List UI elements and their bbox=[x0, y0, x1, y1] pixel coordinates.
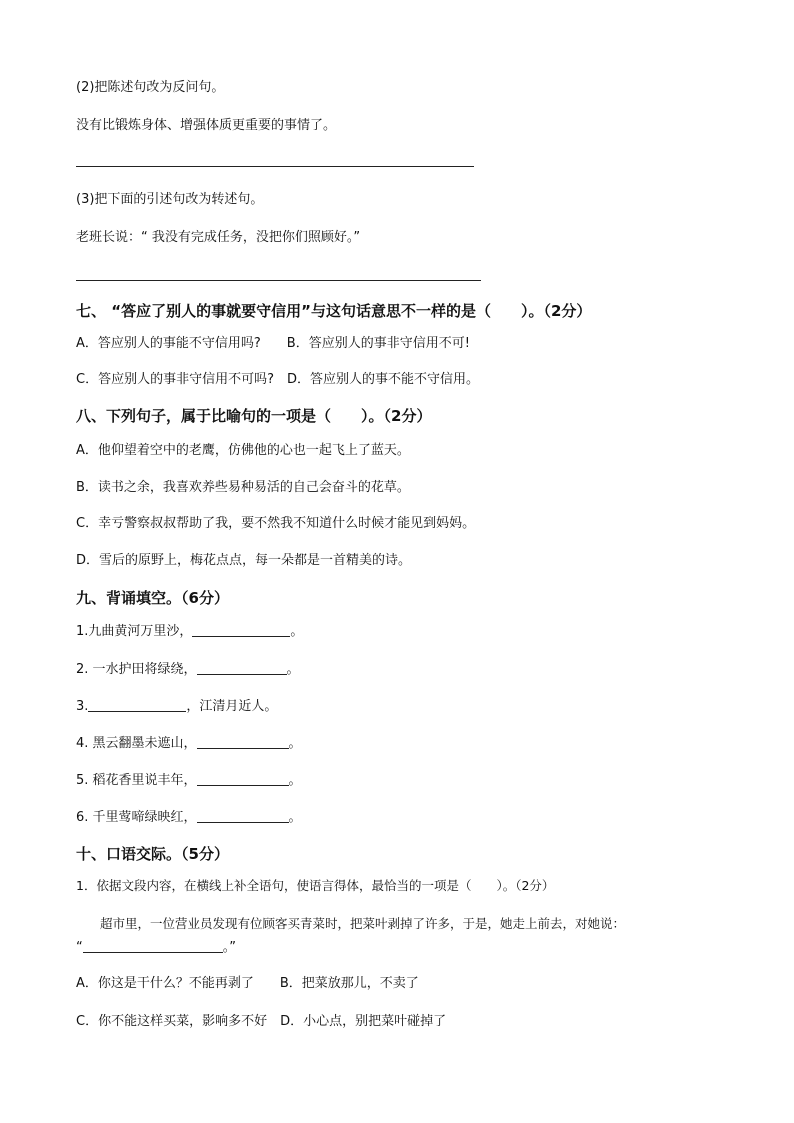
section-7-heading: 七、 “答应了别人的事就要守信用”与这句话意思不一样的是（ ）。（2分） bbox=[76, 302, 592, 320]
q2-answer-line[interactable] bbox=[76, 166, 474, 167]
fill-blank[interactable] bbox=[88, 697, 186, 712]
recite-item-6 bbox=[76, 808, 302, 827]
recite-item-tail: 。 bbox=[286, 662, 300, 677]
section-10-options-cd: C．你不能这样买菜，影响多不好 D．小心点，别把菜叶碰掉了 bbox=[76, 1014, 447, 1029]
section-10-question-1: 1．依据文段内容，在横线上补全语句，使语言得体，最恰当的一项是（ ）。（2分） bbox=[76, 878, 555, 893]
recite-item-3 bbox=[76, 697, 277, 716]
q3-instruction: (3)把下面的引述句改为转述句。 bbox=[76, 192, 264, 207]
fill-blank[interactable] bbox=[197, 771, 289, 786]
quote-close: 。” bbox=[222, 940, 236, 955]
recite-item-tail: 。 bbox=[290, 624, 304, 639]
recite-item-tail: 。 bbox=[288, 736, 302, 751]
q3-answer-line[interactable] bbox=[76, 280, 481, 281]
fill-blank[interactable] bbox=[192, 622, 290, 637]
recite-item-prompt: 4. 黑云翻墨未遮山， bbox=[76, 736, 197, 751]
section-7-options-ab: A．答应别人的事能不守信用吗? B．答应别人的事非守信用不可! bbox=[76, 336, 470, 351]
section-8-option-a: A．他仰望着空中的老鹰，仿佛他的心也一起飞上了蓝天。 bbox=[76, 443, 410, 458]
recite-item-prompt: 3. bbox=[76, 699, 89, 714]
recite-item-prompt: 1.九曲黄河万里沙， bbox=[76, 624, 193, 639]
recite-item-prompt: 2. 一水护田将绿绕， bbox=[76, 662, 197, 677]
section-10-answer-blank-row bbox=[76, 938, 236, 957]
recite-item-prompt: 6. 千里莺啼绿映红， bbox=[76, 810, 197, 825]
fill-blank[interactable] bbox=[197, 808, 289, 823]
recite-item-tail: ，江清月近人。 bbox=[186, 699, 278, 714]
recite-item-prompt: 5. 稻花香里说丰年， bbox=[76, 773, 197, 788]
section-8-option-c: C．幸亏警察叔叔帮助了我，要不然我不知道什么时候才能见到妈妈。 bbox=[76, 516, 476, 531]
q2-instruction: (2)把陈述句改为反问句。 bbox=[76, 80, 225, 95]
recite-item-tail: 。 bbox=[288, 773, 302, 788]
section-10-passage: 超市里，一位营业员发现有位顾客买青菜时，把菜叶剥掉了许多，于是，她走上前去，对她说： bbox=[100, 916, 626, 931]
recite-item-tail: 。 bbox=[288, 810, 302, 825]
section-8-option-d: D．雪后的原野上，梅花点点，每一朵都是一首精美的诗。 bbox=[76, 553, 412, 568]
fill-blank[interactable] bbox=[197, 734, 289, 749]
section-8-option-b: B．读书之余，我喜欢养些易种易活的自己会奋斗的花草。 bbox=[76, 480, 410, 495]
recite-item-5 bbox=[76, 771, 302, 790]
section-8-heading: 八、下列句子，属于比喻句的一项是（ ）。（2分） bbox=[76, 407, 432, 425]
recite-item-1 bbox=[76, 622, 303, 641]
q2-sentence: 没有比锻炼身体、增强体质更重要的事情了。 bbox=[76, 118, 337, 133]
recite-item-4 bbox=[76, 734, 302, 753]
dialogue-blank[interactable] bbox=[83, 938, 223, 953]
recite-item-2 bbox=[76, 660, 300, 679]
fill-blank[interactable] bbox=[197, 660, 287, 675]
section-10-heading: 十、口语交际。（5分） bbox=[76, 845, 229, 863]
q3-sentence: 老班长说：“ 我没有完成任务，没把你们照顾好。” bbox=[76, 230, 361, 245]
quote-open: “ bbox=[76, 940, 83, 955]
section-7-options-cd: C．答应别人的事非守信用不可吗? D．答应别人的事不能不守信用。 bbox=[76, 372, 479, 387]
section-10-options-ab: A．你这是干什么？不能再剥了 B．把菜放那儿，不卖了 bbox=[76, 976, 419, 991]
section-9-heading: 九、背诵填空。（6分） bbox=[76, 589, 229, 607]
